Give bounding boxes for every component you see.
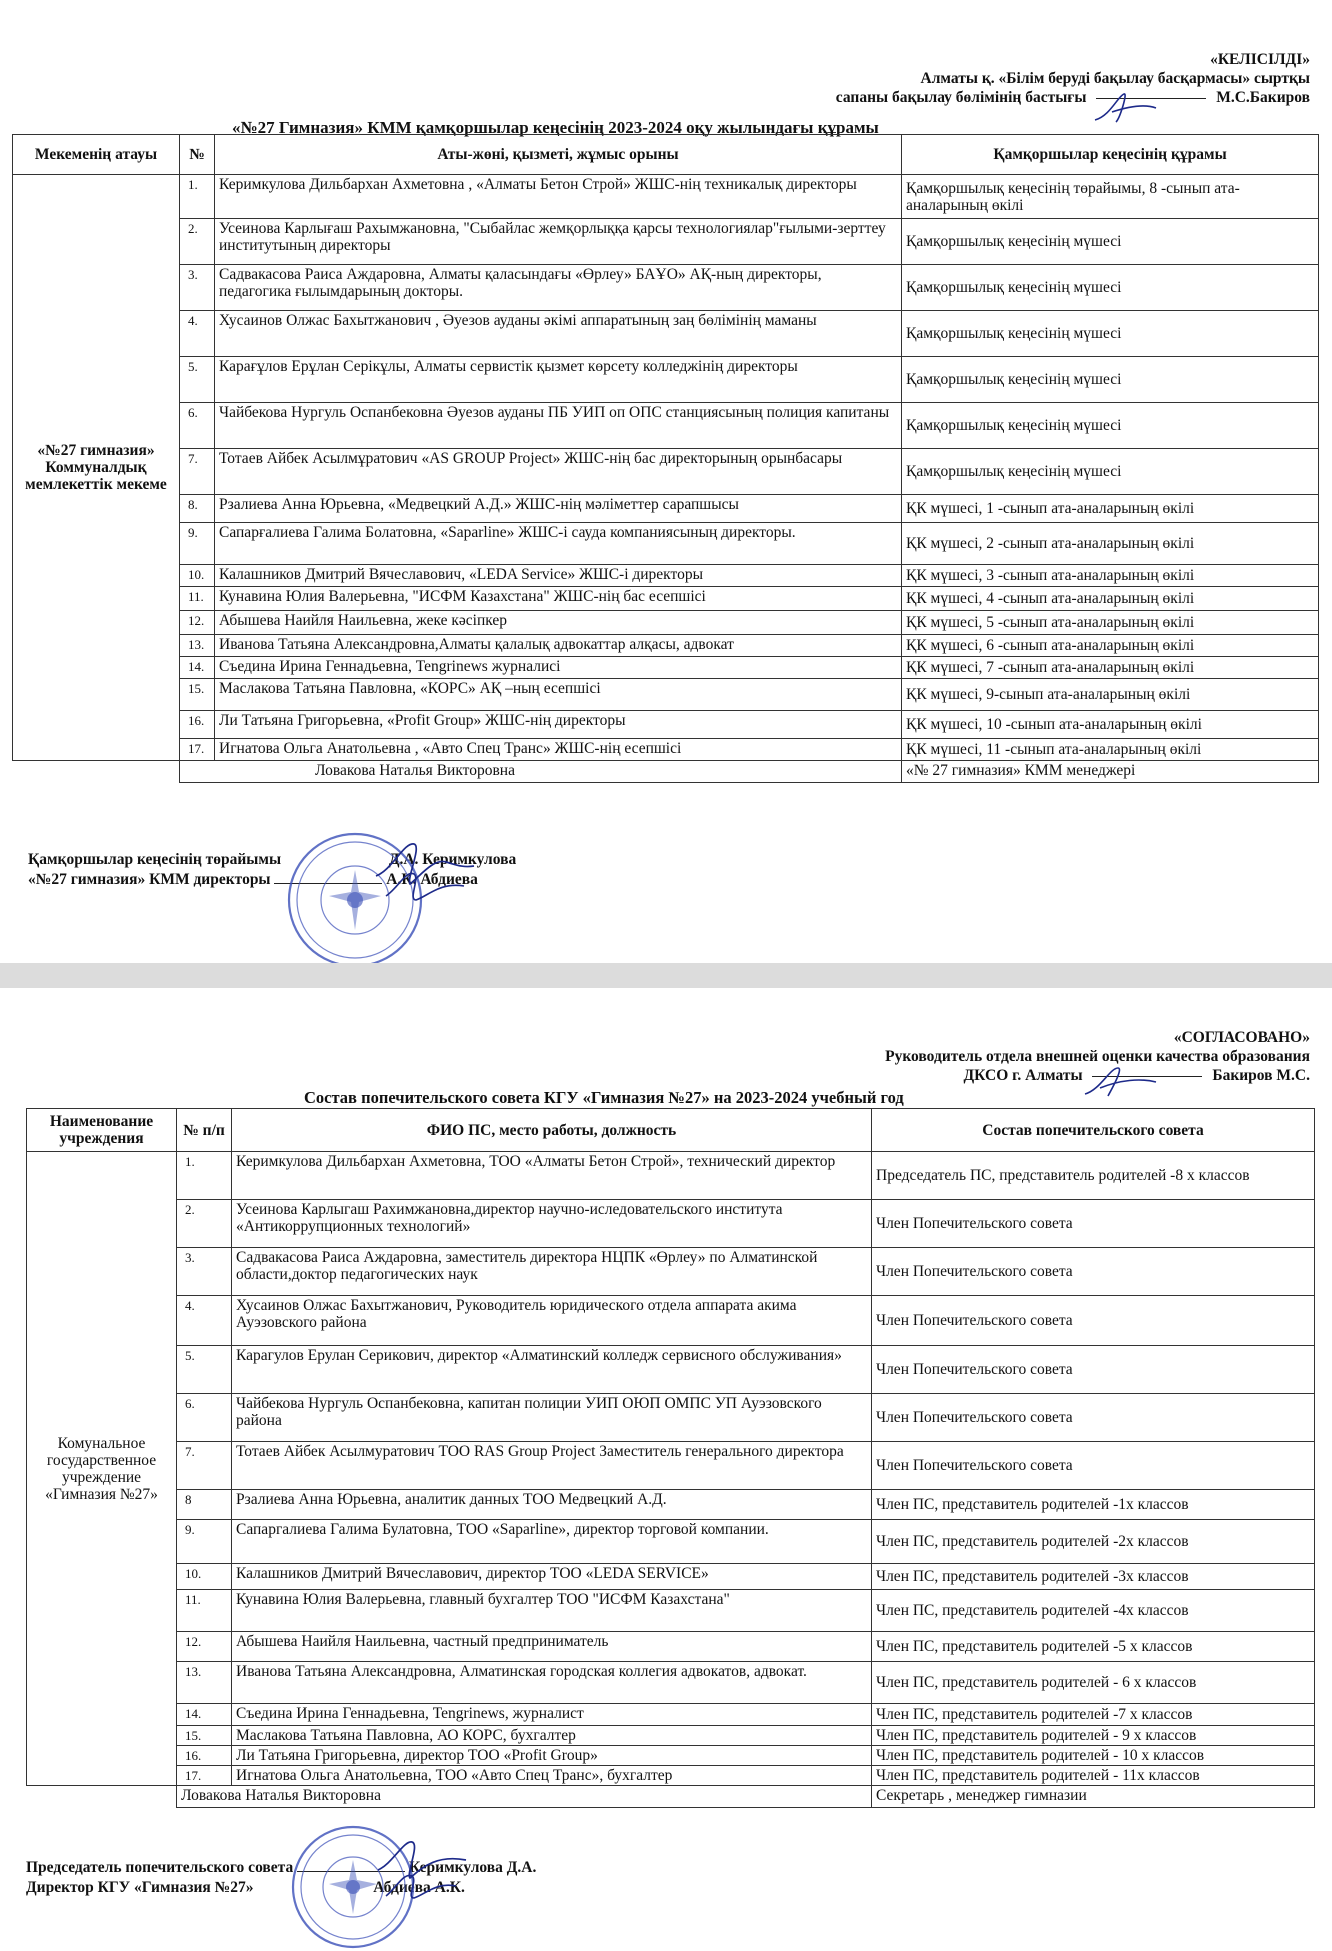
table-row [13, 587, 1319, 611]
person-cell: Хусаинов Олжас Бахытжанович, Руководитель юридического отдела аппарата акима Ауэзовского района [232, 1296, 872, 1346]
row-number: 17. [177, 1766, 232, 1786]
table-row [13, 523, 1319, 565]
table-row [13, 611, 1319, 635]
institution-cell: Комунальное государственное учреждение «Гимназия №27» [27, 1152, 177, 1786]
person-cell: Хусаинов Олжас Бахытжанович , Әуезов ауданы әкімі аппаратының заң бөлімінің маманы [215, 311, 902, 357]
person-cell: Садвакасова Раиса Аждаровна, Алматы қаласындағы «Өрлеу» БАҰО» АҚ-ның директоры, педагогика ғылымдарының докторы. [215, 265, 902, 311]
table-row [27, 1746, 1315, 1766]
empty-cell [13, 761, 180, 783]
row-number: 3. [177, 1248, 232, 1296]
person-cell: Тотаев Айбек Асылмуратович ТОО RAS Group Project Заместитель генерального директора [232, 1442, 872, 1490]
table-row [13, 739, 1319, 761]
document-title: «№27 Гимназия» КММ қамқоршылар кеңесінің 2023-2024 оқу жылындағы құрамы [232, 118, 879, 137]
row-number: 13. [180, 635, 215, 657]
table-row [27, 1590, 1315, 1632]
approval-signature-row [836, 88, 1310, 107]
russian-document-page [0, 988, 1332, 1951]
row-number: 11. [180, 587, 215, 611]
role-cell: Қамқоршылық кеңесінің мүшесі [902, 357, 1319, 403]
table-row [13, 311, 1319, 357]
col-header-person: Аты-жөні, қызметі, жұмыс орыны [215, 135, 902, 175]
chair-label: Қамқоршылар кеңесінің төрайымы [28, 851, 282, 868]
row-number: 13. [177, 1662, 232, 1704]
row-number: 17. [180, 739, 215, 761]
role-cell: Қамқоршылық кеңесінің төрайымы, 8 -сынып ата-аналарының өкілі [902, 175, 1319, 219]
table-row [27, 1564, 1315, 1590]
row-number: 1. [180, 175, 215, 219]
role-cell: Член ПС, представитель родителей -3х классов [872, 1564, 1315, 1590]
row-number: 7. [180, 449, 215, 495]
person-cell: Игнатова Ольга Анатольевна , «Авто Спец Транс» ЖШС-нің есепшісі [215, 739, 902, 761]
role-cell: ҚК мүшесі, 10 -сынып ата-аналарының өкілі [902, 711, 1319, 739]
table-row [27, 1442, 1315, 1490]
row-number: 8. [180, 495, 215, 523]
table-row [13, 449, 1319, 495]
role-cell: Член Попечительского совета [872, 1296, 1315, 1346]
table-row [27, 1704, 1315, 1726]
role-cell: Член Попечительского совета [872, 1442, 1315, 1490]
council-table [12, 134, 1319, 783]
table-row [27, 1248, 1315, 1296]
table-row [27, 1490, 1315, 1520]
approval-signature [1090, 88, 1160, 128]
role-cell: ҚК мүшесі, 4 -сынып ата-аналарының өкілі [902, 587, 1319, 611]
row-number: 4. [180, 311, 215, 357]
secretary-name: Ловакова Наталья Викторовна [177, 1786, 872, 1808]
secretary-role: Секретарь , менеджер гимназии [872, 1786, 1315, 1808]
table-header [27, 1109, 1315, 1152]
row-number: 15. [180, 679, 215, 711]
role-cell: Қамқоршылық кеңесінің мүшесі [902, 403, 1319, 449]
table-row [13, 495, 1319, 523]
person-cell: Маслакова Татьяна Павловна, АО КОРС, бухгалтер [232, 1726, 872, 1746]
approval-heading: «СОГЛАСОВАНО» [1173, 1029, 1310, 1046]
table-row [13, 635, 1319, 657]
secretary-name: Ловакова Наталья Викторовна [180, 761, 902, 783]
row-number: 9. [180, 523, 215, 565]
person-cell: Абышева Наийля Наильевна, частный предприниматель [232, 1632, 872, 1662]
role-cell: ҚК мүшесі, 9-сынып ата-аналарының өкілі [902, 679, 1319, 711]
row-number: 5. [180, 357, 215, 403]
row-number: 3. [180, 265, 215, 311]
table-row [13, 657, 1319, 679]
table-row [13, 711, 1319, 739]
director-signature [380, 866, 470, 906]
table-row [13, 403, 1319, 449]
approval-heading: «КЕЛІСІЛДІ» [1210, 51, 1310, 68]
row-number: 8 [177, 1490, 232, 1520]
chair-name: Керимкулова Д.А. [408, 1859, 537, 1876]
person-cell: Ли Татьяна Григорьевна, директор ТОО «Profit Group» [232, 1746, 872, 1766]
approval-signer: М.С.Бакиров [1216, 89, 1310, 106]
person-cell: Сапарғалиева Галима Болатовна, «Saparline» ЖШС-і сауда компаниясының директоры. [215, 523, 902, 565]
table-row [27, 1152, 1315, 1200]
table-row [27, 1766, 1315, 1786]
director-label: «№27 гимназия» КММ директоры [28, 871, 271, 888]
role-cell: ҚК мүшесі, 5 -сынып ата-аналарының өкілі [902, 611, 1319, 635]
director-name: А.К. Абдиева [386, 871, 478, 888]
approval-line: сапаны бақылау бөлімінің бастығы [835, 89, 1087, 106]
approval-line: Руководитель отдела внешней оценки качества образования [885, 1048, 1310, 1065]
role-cell: ҚК мүшесі, 7 -сынып ата-аналарының өкілі [902, 657, 1319, 679]
table-row [13, 357, 1319, 403]
row-number: 5. [177, 1346, 232, 1394]
role-cell: Член ПС, представитель родителей - 6 х классов [872, 1662, 1315, 1704]
director-label: Директор КГУ «Гимназия №27» [26, 1879, 254, 1896]
approval-line: Алматы қ. «Білім беруді бақылау басқармасы» сыртқы [920, 70, 1310, 87]
col-header-institution: Мекеменің атауы [13, 135, 180, 175]
role-cell: Член ПС, представитель родителей - 9 х классов [872, 1726, 1315, 1746]
row-number: 16. [177, 1746, 232, 1766]
secretary-role: «№ 27 гимназия» КММ менеджері [902, 761, 1319, 783]
approval-signer: Бакиров М.С. [1212, 1067, 1310, 1084]
person-cell: Маслакова Татьяна Павловна, «КОРС» АҚ –ның есепшісі [215, 679, 902, 711]
council-table [26, 1108, 1315, 1808]
table-row [27, 1520, 1315, 1564]
col-header-role: Состав попечительского совета [872, 1109, 1315, 1152]
table-row [27, 1346, 1315, 1394]
role-cell: Член ПС, представитель родителей -7 х классов [872, 1704, 1315, 1726]
table-row [13, 565, 1319, 587]
chair-name: Д.А. Керимкулова [388, 851, 517, 868]
person-cell: Рзалиева Анна Юрьевна, «Медвецкий А.Д.» ЖШС-нің мәліметтер сарапшысы [215, 495, 902, 523]
role-cell: Член Попечительского совета [872, 1394, 1315, 1442]
chair-label: Председатель попечительского совета [26, 1859, 294, 1876]
empty-cell [27, 1786, 177, 1808]
person-cell: Калашников Дмитрий Вячеславович, директор ТОО «LEDA SERVICE» [232, 1564, 872, 1590]
person-cell: Тотаев Айбек Асылмұратович «AS GROUP Project» ЖШС-нің бас директорының орынбасары [215, 449, 902, 495]
row-number: 11. [177, 1590, 232, 1632]
person-cell: Рзалиева Анна Юрьевна, аналитик данных ТОО Медвецкий А.Д. [232, 1490, 872, 1520]
table-row [27, 1394, 1315, 1442]
person-cell: Усеинова Карлыгаш Рахимжановна,директор научно-иследовательского института «Антикоррупционных технологий» [232, 1200, 872, 1248]
person-cell: Абышева Наийля Наильевна, жеке кәсіпкер [215, 611, 902, 635]
kazakh-document-page [0, 0, 1332, 963]
role-cell: Қамқоршылық кеңесінің мүшесі [902, 265, 1319, 311]
col-header-number: № [180, 135, 215, 175]
table-row [27, 1296, 1315, 1346]
person-cell: Садвакасова Раиса Аждаровна, заместитель директора НЦПК «Өрлеу» по Алматинской области,доктор педагогических наук [232, 1248, 872, 1296]
col-header-person: ФИО ПС, место работы, должность [232, 1109, 872, 1152]
person-cell: Чайбекова Нургуль Оспанбековна, капитан полиции УИП ОЮП ОМПС УП Ауэзовского района [232, 1394, 872, 1442]
role-cell: Член ПС, представитель родителей -1х классов [872, 1490, 1315, 1520]
person-cell: Калашников Дмитрий Вячеславович, «LEDA Service» ЖШС-і директоры [215, 565, 902, 587]
role-cell: Қамқоршылық кеңесінің мүшесі [902, 311, 1319, 357]
secretary-row [27, 1786, 1315, 1808]
table-row [13, 175, 1319, 219]
row-number: 15. [177, 1726, 232, 1746]
row-number: 10. [180, 565, 215, 587]
person-cell: Керимкулова Дильбархан Ахметовна, ТОО «Алматы Бетон Строй», технический директор [232, 1152, 872, 1200]
row-number: 1. [177, 1152, 232, 1200]
role-cell: Член Попечительского совета [872, 1346, 1315, 1394]
table-row [27, 1662, 1315, 1704]
row-number: 14. [180, 657, 215, 679]
row-number: 4. [177, 1296, 232, 1346]
row-number: 2. [180, 219, 215, 265]
row-number: 6. [177, 1394, 232, 1442]
role-cell: Член ПС, представитель родителей - 10 х классов [872, 1746, 1315, 1766]
institution-cell: «№27 гимназия» Коммуналдық мемлекеттік мекеме [13, 175, 180, 761]
row-number: 6. [180, 403, 215, 449]
role-cell: Член Попечительского совета [872, 1200, 1315, 1248]
role-cell: Қамқоршылық кеңесінің мүшесі [902, 219, 1319, 265]
person-cell: Сапаргалиева Галима Булатовна, ТОО «Saparline», директор торговой компании. [232, 1520, 872, 1564]
person-cell: Кунавина Юлия Валерьевна, главный бухгалтер ТОО "ИСФМ Казахстана" [232, 1590, 872, 1632]
role-cell: Член ПС, представитель родителей -4х классов [872, 1590, 1315, 1632]
approval-signature [1080, 1062, 1160, 1102]
role-cell: Председатель ПС, представитель родителей -8 х классов [872, 1152, 1315, 1200]
person-cell: Съедина Ирина Геннадьевна, Tengrinews журналисі [215, 657, 902, 679]
secretary-row [13, 761, 1319, 783]
role-cell: Қамқоршылық кеңесінің мүшесі [902, 449, 1319, 495]
person-cell: Кунавина Юлия Валерьевна, "ИСФМ Казахстана" ЖШС-нің бас есепшісі [215, 587, 902, 611]
person-cell: Усеинова Карлығаш Рахымжановна, "Сыбайлас жемқорлыққа қарсы технологиялар"ғылыми-зерттеу институтының директоры [215, 219, 902, 265]
row-number: 7. [177, 1442, 232, 1490]
approval-line: ДКСО г. Алматы [963, 1067, 1083, 1084]
director-signature [380, 1868, 460, 1904]
table-row [13, 219, 1319, 265]
document-title: Состав попечительского совета КГУ «Гимназия №27» на 2023-2024 учебный год [304, 1088, 904, 1107]
person-cell: Карағұлов Ерұлан Серікұлы, Алматы сервистік қызмет көрсету колледжінің директоры [215, 357, 902, 403]
role-cell: Член ПС, представитель родителей -2х классов [872, 1520, 1315, 1564]
row-number: 16. [180, 711, 215, 739]
person-cell: Иванова Татьяна Александровна, Алматинская городская коллегия адвокатов, адвокат. [232, 1662, 872, 1704]
person-cell: Съедина Ирина Геннадьевна, Tengrinews, журналист [232, 1704, 872, 1726]
role-cell: ҚК мүшесі, 11 -сынып ата-аналарының өкілі [902, 739, 1319, 761]
col-header-number: № п/п [177, 1109, 232, 1152]
row-number: 12. [177, 1632, 232, 1662]
table-row [27, 1632, 1315, 1662]
table-row [27, 1726, 1315, 1746]
role-cell: Член ПС, представитель родителей - 11х классов [872, 1766, 1315, 1786]
table-header [13, 135, 1319, 175]
role-cell: ҚК мүшесі, 3 -сынып ата-аналарының өкілі [902, 565, 1319, 587]
person-cell: Карагулов Ерулан Серикович, директор «Алматинский колледж сервисного обслуживания» [232, 1346, 872, 1394]
row-number: 10. [177, 1564, 232, 1590]
row-number: 12. [180, 611, 215, 635]
person-cell: Ли Татьяна Григорьевна, «Profit Group» ЖШС-нің директоры [215, 711, 902, 739]
person-cell: Иванова Татьяна Александровна,Алматы қалалық адвокаттар алқасы, адвокат [215, 635, 902, 657]
person-cell: Керимкулова Дильбархан Ахметовна , «Алматы Бетон Строй» ЖШС-нің техникалық директоры [215, 175, 902, 219]
table-row [13, 679, 1319, 711]
table-row [27, 1200, 1315, 1248]
person-cell: Чайбекова Нургуль Оспанбековна Әуезов ауданы ПБ УИП оп ОПС станциясының полиция капитаны [215, 403, 902, 449]
row-number: 14. [177, 1704, 232, 1726]
table-row [13, 265, 1319, 311]
row-number: 2. [177, 1200, 232, 1248]
director-name: Абдиева А.К. [373, 1879, 465, 1896]
row-number: 9. [177, 1520, 232, 1564]
col-header-role: Қамқоршылар кеңесінің құрамы [902, 135, 1319, 175]
role-cell: ҚК мүшесі, 1 -сынып ата-аналарының өкілі [902, 495, 1319, 523]
role-cell: Член Попечительского совета [872, 1248, 1315, 1296]
role-cell: Член ПС, представитель родителей -5 х классов [872, 1632, 1315, 1662]
person-cell: Игнатова Ольга Анатольевна, ТОО «Авто Спец Транс», бухгалтер [232, 1766, 872, 1786]
role-cell: ҚК мүшесі, 6 -сынып ата-аналарының өкілі [902, 635, 1319, 657]
role-cell: ҚК мүшесі, 2 -сынып ата-аналарының өкілі [902, 523, 1319, 565]
approval-block [836, 50, 1310, 107]
col-header-institution: Наименование учреждения [27, 1109, 177, 1152]
